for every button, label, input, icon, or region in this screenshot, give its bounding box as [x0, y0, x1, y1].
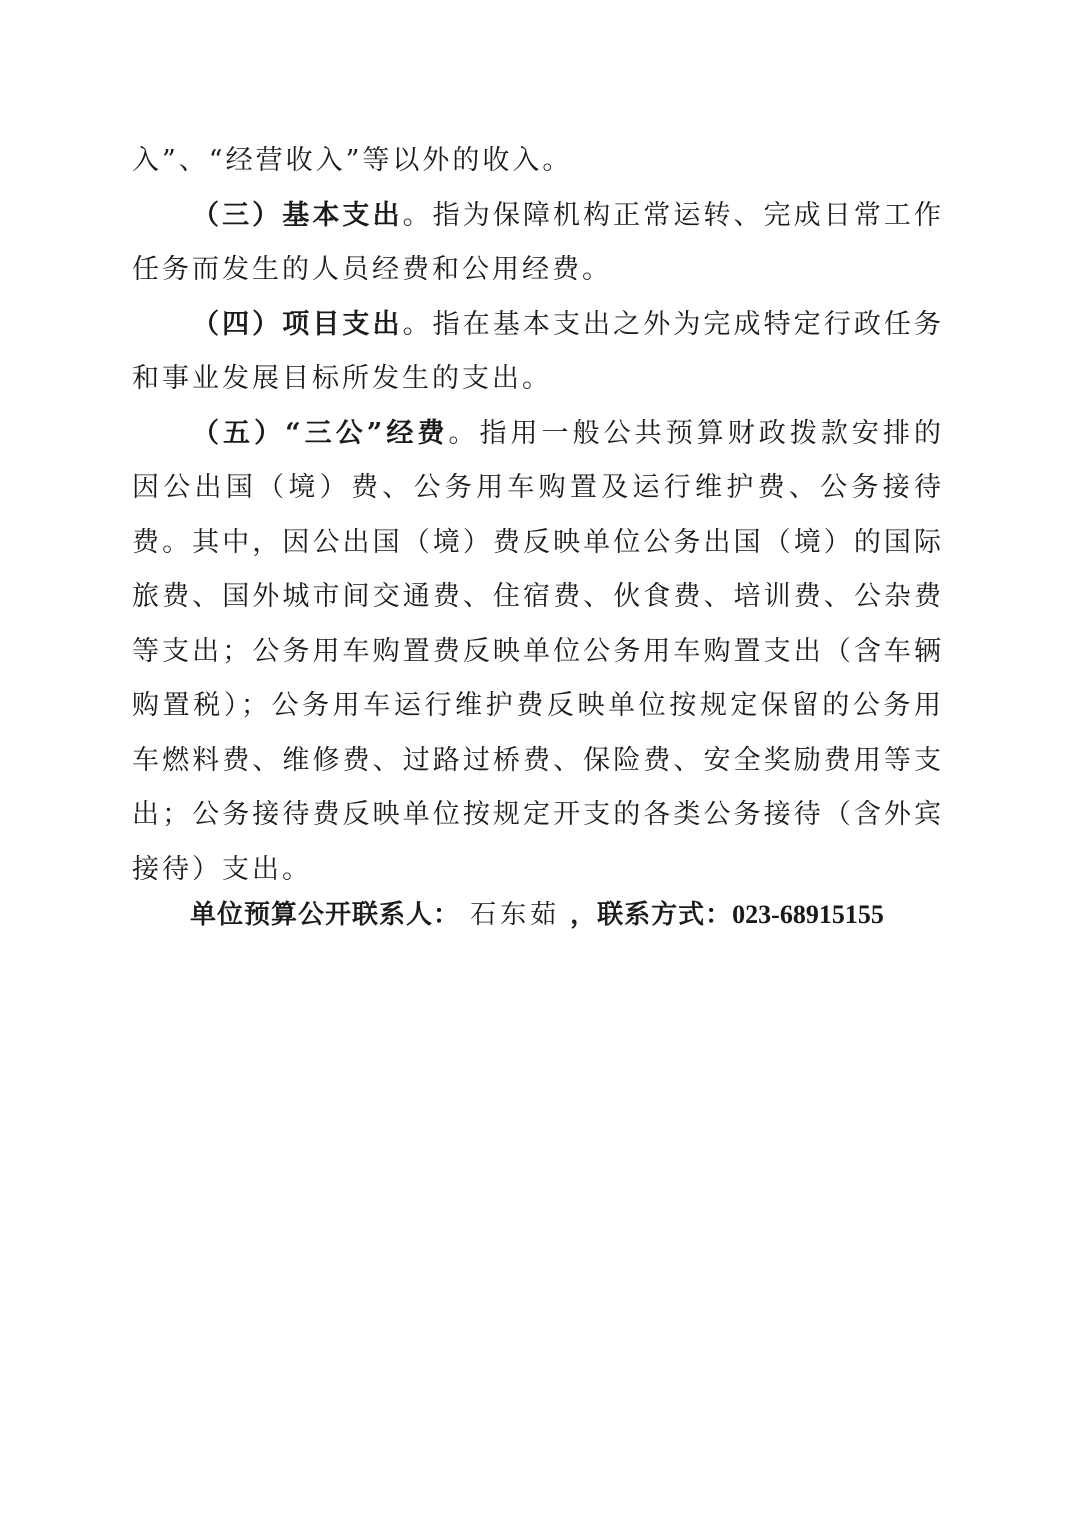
paragraph-body: 。指在基本支出之外为完成特定行政任务和事业发展目标所发生的支出。 [132, 308, 945, 394]
contact-line [190, 890, 950, 940]
paragraph-income-continuation [132, 134, 944, 189]
contact-label: 单位预算公开联系人： [190, 900, 461, 930]
paragraph-body: 。指为保障机构正常运转、完成日常工作任务而发生的人员经费和公用经费。 [132, 199, 945, 285]
paragraph-basic-expenditure [132, 189, 944, 298]
paragraph-body: 。指用一般公共预算财政拨款安排的因公出国（境）费、公务用车购置及运行维护费、公务接待费。其中，因公出国（境）费反映单位公务出国（境）的国际旅费、国外城市间交通费、住宿费、伙食费、培训费、公杂费等支出；公务用车购置费反映单位公务用车购置支出（含车辆购置税）；公务用车运行维护费反映单位按规定保留的公务用车燃料费、维修费、过路过桥费、保险费、安全奖励费用等支出；公务接待费反映单位按规定开支的各类公务接待（含外宾接待）支出。 [132, 417, 945, 885]
paragraph-three-public-expenses [132, 407, 944, 898]
paragraph-body: 入”、“经营收入”等以外的收入。 [132, 145, 573, 176]
contact-phone-label: ，联系方式： [570, 900, 733, 930]
paragraph-heading: （三）基本支出 [192, 199, 403, 231]
document-body [132, 134, 944, 897]
paragraph-heading: （四）项目支出 [192, 308, 403, 340]
paragraph-project-expenditure [132, 298, 944, 407]
contact-person: 石东茹 [470, 900, 561, 930]
contact-phone: 023-68915155 [732, 900, 884, 929]
paragraph-heading: （五）“三公”经费 [192, 417, 449, 449]
